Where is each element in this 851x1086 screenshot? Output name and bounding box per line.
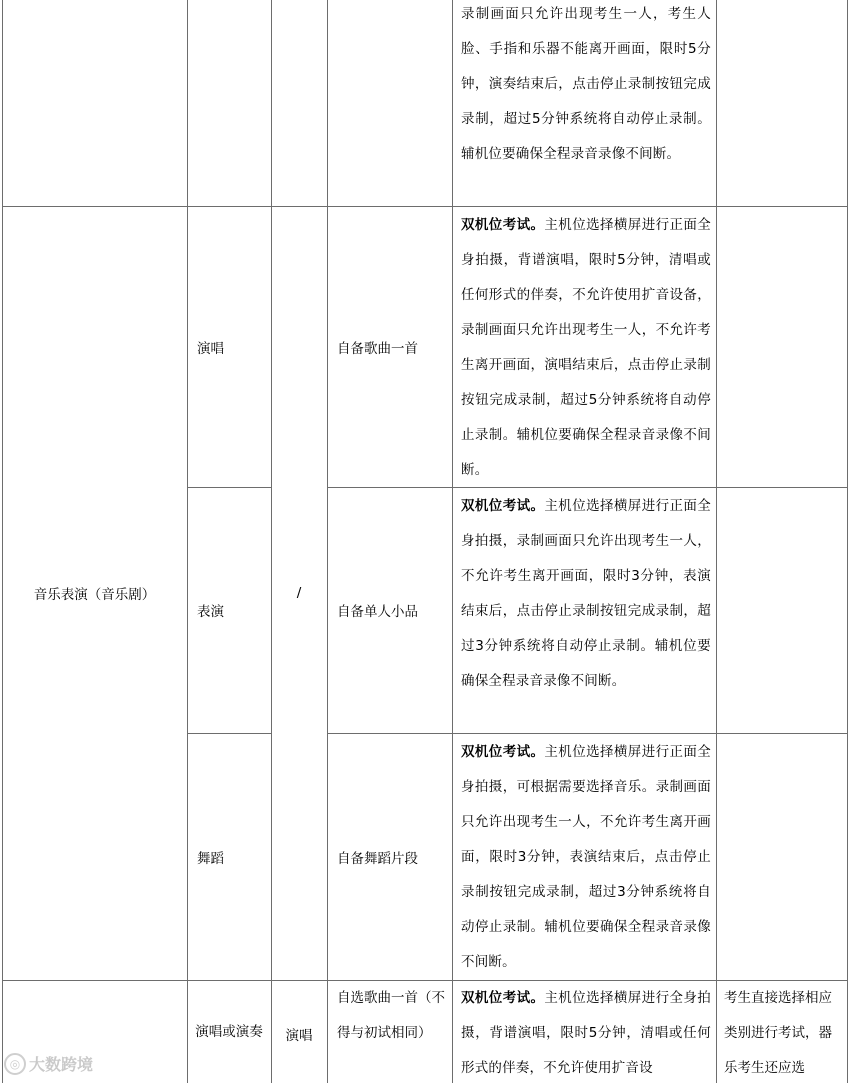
requirement-body: 主机位选择横屏进行全身拍摄，背谱演唱，限时5分钟，清唱或任何形式的伴奏，不允许使用扩音设 <box>461 990 711 1076</box>
content-cell: 自选歌曲一首（不得与初试相同） <box>337 990 445 1041</box>
column-divider-1 <box>187 0 188 1083</box>
watermark-text: 大数跨境 <box>29 1055 94 1074</box>
item-cell: 表演 <box>197 604 224 620</box>
requirement-bold: 双机位考试。 <box>461 217 545 233</box>
column-divider-5 <box>716 0 717 1083</box>
content-cell: 自备单人小品 <box>337 604 418 620</box>
category-cell: 音乐表演（音乐剧） <box>33 587 156 603</box>
subitem-cell: / <box>296 585 302 601</box>
requirement-text: 录制画面只允许出现考生一人，考生人脸、手指和乐器不能离开画面，限时5分钟，演奏结束后，点击停止录制按钮完成录制，超过5分钟系统将自动停止录制。辅机位要确保全程录音录像不间断。 <box>461 6 711 162</box>
watermark <box>4 1052 93 1075</box>
requirement-body: 主机位选择横屏进行正面全身拍摄，背谱演唱，限时5分钟，清唱或任何形式的伴奏，不允许使用扩音设备，录制画面只允许出现考生一人，不允许考生离开画面，演唱结束后，点击停止录制按钮完成录制，超过5分钟系统将自动停止录制。辅机位要确保全程录音录像不间断。 <box>461 217 711 478</box>
requirement-bold: 双机位考试。 <box>461 744 545 760</box>
watermark-logo-icon: ◎ <box>4 1053 26 1075</box>
subitem-cell: 演唱 <box>285 1027 313 1044</box>
item-cell: 演唱 <box>197 340 224 357</box>
content-cell: 自备舞蹈片段 <box>337 850 418 867</box>
note-cell: 考生直接选择相应类别进行考试，器乐考生还应选 <box>724 990 832 1076</box>
requirement-bold: 双机位考试。 <box>461 498 545 514</box>
column-divider-4 <box>452 0 453 1083</box>
requirement-text <box>461 981 711 1086</box>
column-divider-3 <box>327 0 328 1083</box>
requirement-body: 主机位选择横屏进行正面全身拍摄，录制画面只允许出现考生一人，不允许考生离开画面，限时3分钟，表演结束后，点击停止录制按钮完成录制，超过3分钟系统将自动停止录制。辅机位要确保全程录音录像不间断。 <box>461 498 711 689</box>
table-border-right <box>847 0 848 1083</box>
item-cell: 演唱或演奏 <box>195 1023 263 1040</box>
requirement-bold: 双机位考试。 <box>461 990 545 1006</box>
requirement-body: 主机位选择横屏进行正面全身拍摄，可根据需要选择音乐。录制画面只允许出现考生一人，不允许考生离开画面，限时3分钟，表演结束后，点击停止录制按钮完成录制，超过3分钟系统将自动停止录制。辅机位要确保全程录音录像不间断。 <box>461 744 711 970</box>
content-cell: 自备歌曲一首 <box>337 340 418 357</box>
requirement-text <box>461 208 711 488</box>
item-cell: 舞蹈 <box>197 850 224 867</box>
requirement-text <box>461 489 711 699</box>
requirement-text <box>461 735 711 980</box>
